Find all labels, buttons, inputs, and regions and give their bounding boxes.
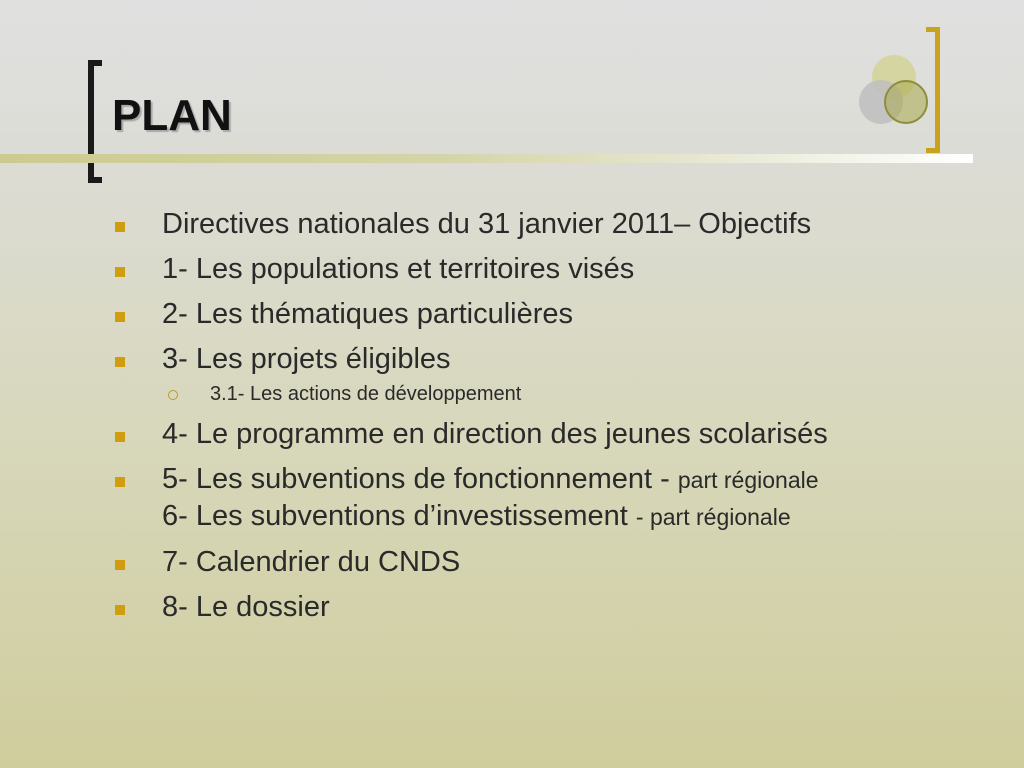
list-item	[110, 206, 990, 242]
list-item-text: 5- Les subventions de fonctionnement -	[162, 463, 678, 495]
circles-logo-decoration	[856, 52, 936, 132]
list-item-line	[162, 498, 990, 535]
list-item	[110, 296, 990, 332]
sub-list-item	[110, 381, 990, 407]
list-item-text: 6- Les subventions d’investissement	[162, 500, 636, 532]
list-item-text: 7- Calendrier du CNDS	[162, 546, 461, 578]
title-underline-rule	[0, 154, 973, 163]
list-item-line	[162, 461, 990, 498]
square-bullet-icon	[115, 477, 125, 487]
list-item-suffix: - part régionale	[635, 504, 791, 530]
square-bullet-icon	[115, 267, 125, 277]
square-bullet-icon	[115, 312, 125, 322]
circle-right	[884, 80, 928, 124]
list-item	[110, 589, 990, 625]
list-item-text: 1- Les populations et territoires visés	[162, 253, 635, 285]
plan-list	[110, 206, 990, 634]
square-bullet-icon	[115, 432, 125, 442]
sub-list-item-text: 3.1- Les actions de développement	[210, 383, 522, 405]
left-bracket-decoration	[88, 60, 102, 183]
list-item	[110, 251, 990, 287]
list-item-suffix: part régionale	[677, 467, 819, 493]
circle-bullet-icon	[168, 390, 178, 400]
list-item-text: 3- Les projets éligibles	[162, 343, 451, 375]
list-item-text: 2- Les thématiques particulières	[162, 298, 574, 330]
slide-title: PLAN	[112, 91, 232, 140]
square-bullet-icon	[115, 222, 125, 232]
list-item	[110, 544, 990, 580]
list-item-text: 4- Le programme en direction des jeunes scolarisés	[162, 418, 828, 450]
list-item-text: 8- Le dossier	[162, 591, 330, 623]
square-bullet-icon	[115, 560, 125, 570]
square-bullet-icon	[115, 357, 125, 367]
square-bullet-icon	[115, 605, 125, 615]
list-item-text: Directives nationales du 31 janvier 2011– Objectifs	[162, 208, 812, 240]
list-item	[110, 341, 990, 377]
list-item	[110, 461, 990, 535]
list-item	[110, 416, 990, 452]
